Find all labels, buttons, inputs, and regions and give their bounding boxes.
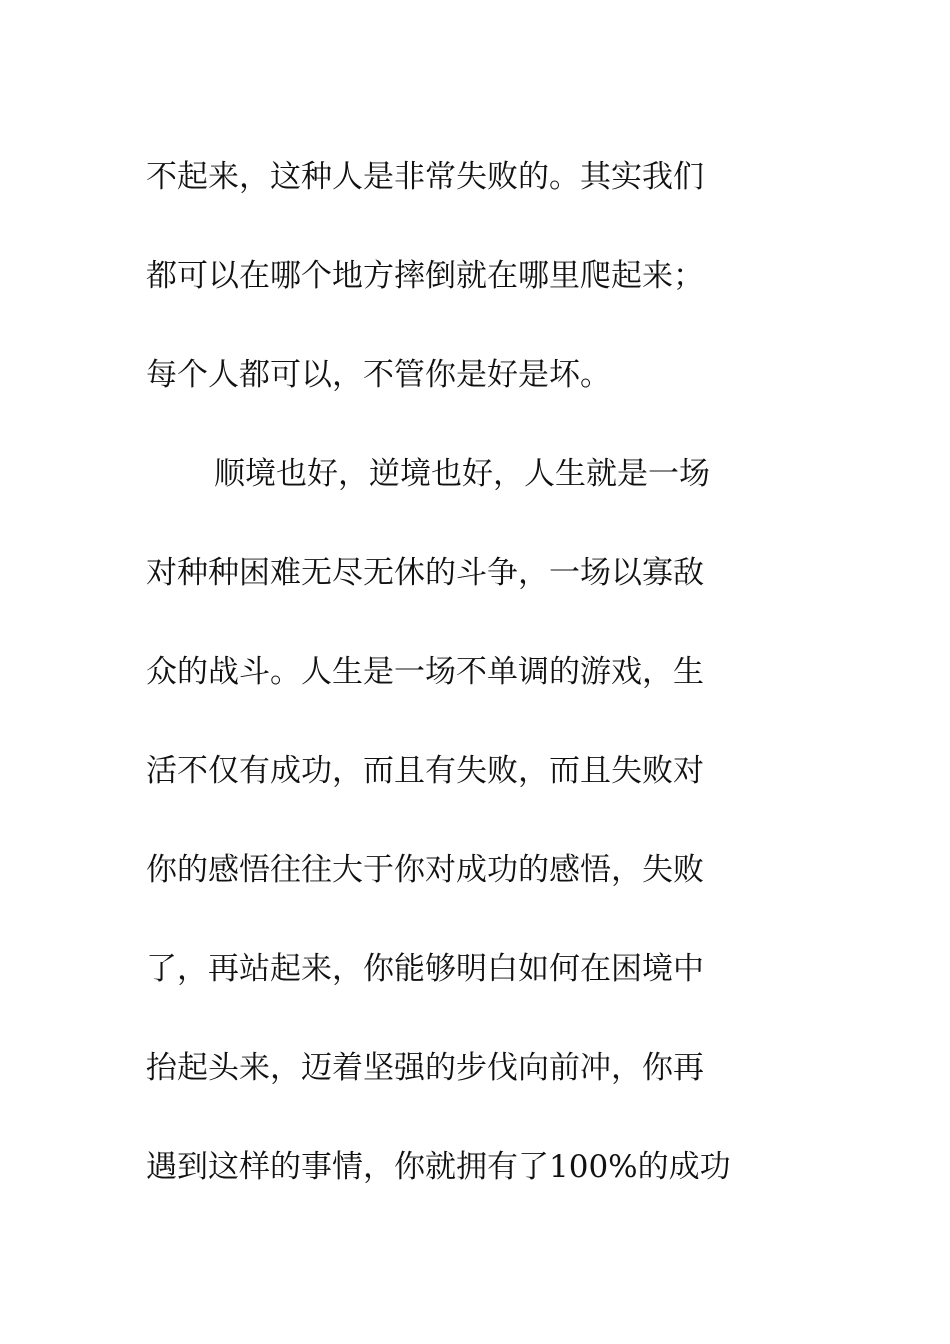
- text-line: 众的战斗。人生是一场不单调的游戏，生: [146, 654, 704, 690]
- text-line: 遇到这样的事情，你就拥有了100%的成功: [146, 1149, 731, 1185]
- text-line: 你的感悟往往大于你对成功的感悟，失败: [146, 852, 704, 888]
- paragraph-start-line: 顺境也好，逆境也好，人生就是一场: [214, 456, 710, 492]
- text-line: 不起来，这种人是非常失败的。其实我们: [146, 159, 704, 195]
- text-line: 活不仅有成功，而且有失败，而且失败对: [146, 753, 704, 789]
- text-line: 抬起头来，迈着坚强的步伐向前冲，你再: [146, 1050, 704, 1086]
- text-line: 每个人都可以，不管你是好是坏。: [146, 357, 611, 393]
- body-text: [146, 128, 796, 1217]
- text-line: 都可以在哪个地方摔倒就在哪里爬起来；: [146, 258, 704, 294]
- text-line: 了，再站起来，你能够明白如何在困境中: [146, 951, 704, 987]
- text-line: 对种种困难无尽无休的斗争，一场以寡敌: [146, 555, 704, 591]
